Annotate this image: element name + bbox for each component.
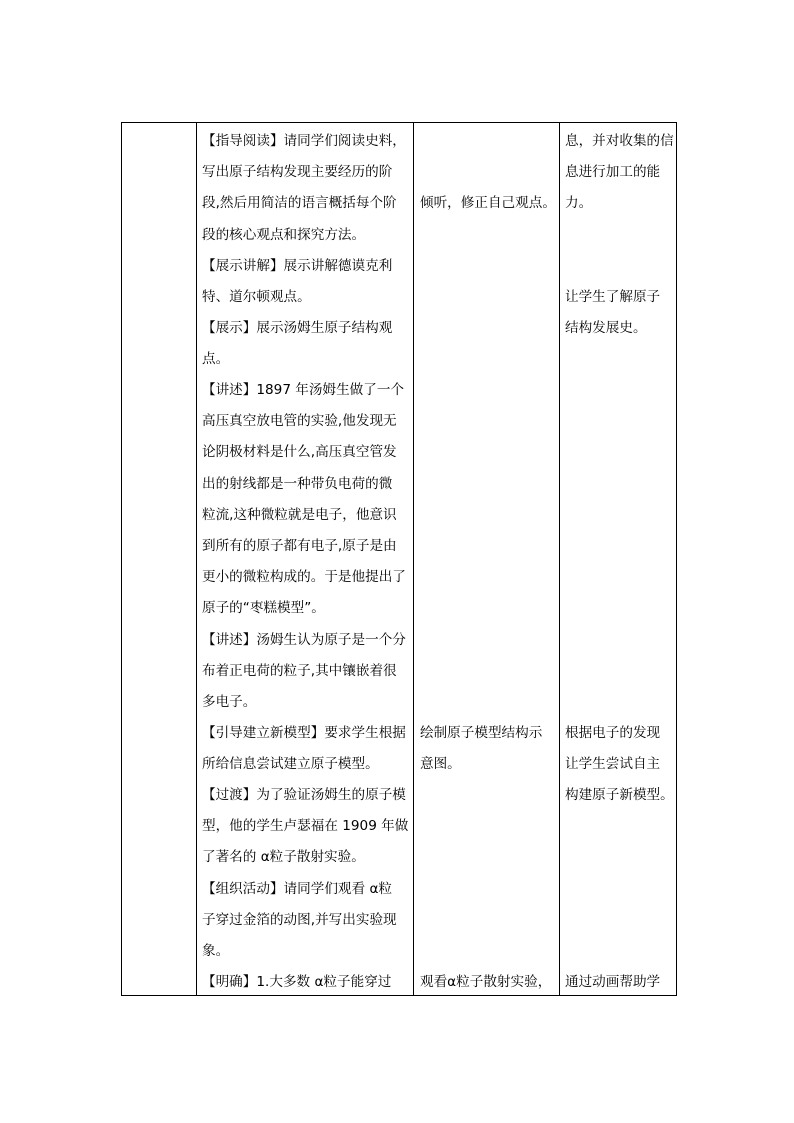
text-line: 写出原子结构发现主要经历的阶	[202, 164, 393, 181]
text-line: 布着正电荷的粒子,其中镶嵌着很	[202, 663, 397, 680]
lesson-table	[121, 122, 677, 996]
text-line: 【指导阅读】请同学们阅读史料，	[202, 133, 406, 149]
text-line: 观看α粒子散射实验，	[420, 974, 552, 990]
text-line: 论阴极材料是什么,高压真空管发	[202, 444, 397, 461]
table-column-teacher-activity	[197, 123, 414, 995]
text-line: 【过渡】为了验证汤姆生的原子模	[202, 787, 406, 803]
table-column-design-intent	[560, 123, 676, 995]
text-line: 【展示】展示汤姆生原子结构观	[202, 320, 393, 336]
student-paragraph	[420, 188, 556, 219]
text-line: 象。	[202, 943, 230, 960]
table-column-blank	[122, 123, 197, 995]
text-line: 了著名的 α粒子散射实验。	[202, 849, 365, 866]
text-line: 出的射线都是一种带负电荷的微	[202, 475, 393, 492]
teacher-paragraph	[202, 874, 397, 968]
text-line: 型，他的学生卢瑟福在 1909 年做	[202, 818, 409, 835]
text-line: 【讲述】汤姆生认为原子是一个分	[202, 632, 406, 648]
text-line: 通过动画帮助学	[565, 974, 661, 990]
text-line: 息，并对收集的信	[565, 133, 674, 149]
text-line: 绘制原子模型结构示	[420, 725, 543, 741]
text-line: 子穿过金箔的动图,并写出实验现	[202, 912, 397, 929]
intent-paragraph	[565, 282, 660, 344]
text-line: 【引导建立新模型】要求学生根据	[202, 725, 406, 741]
text-line: 段,然后用简洁的语言概括每个阶	[202, 195, 397, 212]
text-line: 更小的微粒构成的。于是他提出了	[202, 569, 406, 586]
teacher-paragraph	[202, 780, 408, 874]
text-line: 结构发展史。	[565, 320, 647, 337]
text-line: 让学生了解原子	[565, 289, 661, 305]
text-line: 【讲述】1897 年汤姆生做了一个	[202, 382, 405, 398]
teacher-paragraph	[202, 625, 406, 719]
text-line: 意图。	[420, 756, 461, 773]
text-line: 根据电子的发现	[565, 725, 661, 741]
text-line: 段的核心观点和探究方法。	[202, 226, 366, 243]
teacher-paragraph	[202, 251, 392, 313]
intent-paragraph	[565, 126, 674, 220]
text-line: 构建原子新模型。	[565, 787, 674, 804]
text-line: 原子的“枣糕模型”。	[202, 600, 325, 617]
teacher-paragraph	[202, 967, 391, 998]
student-paragraph	[420, 718, 542, 780]
intent-paragraph	[565, 718, 674, 812]
text-line: 到所有的原子都有电子,原子是由	[202, 537, 397, 554]
text-line: 力。	[565, 195, 593, 212]
text-line: 【组织活动】请同学们观看 α粒	[202, 881, 392, 897]
teacher-paragraph	[202, 126, 406, 251]
text-line: 点。	[202, 351, 230, 368]
text-line: 粒流,这种微粒就是电子，他意识	[202, 506, 397, 523]
text-line: 【展示讲解】展示讲解德谟克利	[202, 258, 393, 274]
text-line: 多电子。	[202, 694, 257, 711]
teacher-paragraph	[202, 718, 406, 780]
text-line: 让学生尝试自主	[565, 756, 661, 773]
teacher-paragraph	[202, 375, 406, 625]
table-column-student-activity	[414, 123, 560, 995]
text-line: 息进行加工的能	[565, 164, 661, 181]
teacher-paragraph	[202, 313, 392, 375]
student-paragraph	[420, 967, 551, 998]
text-line: 特、道尔顿观点。	[202, 289, 311, 306]
text-line: 所给信息尝试建立原子模型。	[202, 756, 379, 773]
text-line: 高压真空放电管的实验,他发现无	[202, 413, 397, 430]
text-line: 【明确】1.大多数 α粒子能穿过	[202, 974, 392, 990]
text-line: 倾听，修正自己观点。	[420, 195, 556, 211]
intent-paragraph	[565, 967, 660, 998]
